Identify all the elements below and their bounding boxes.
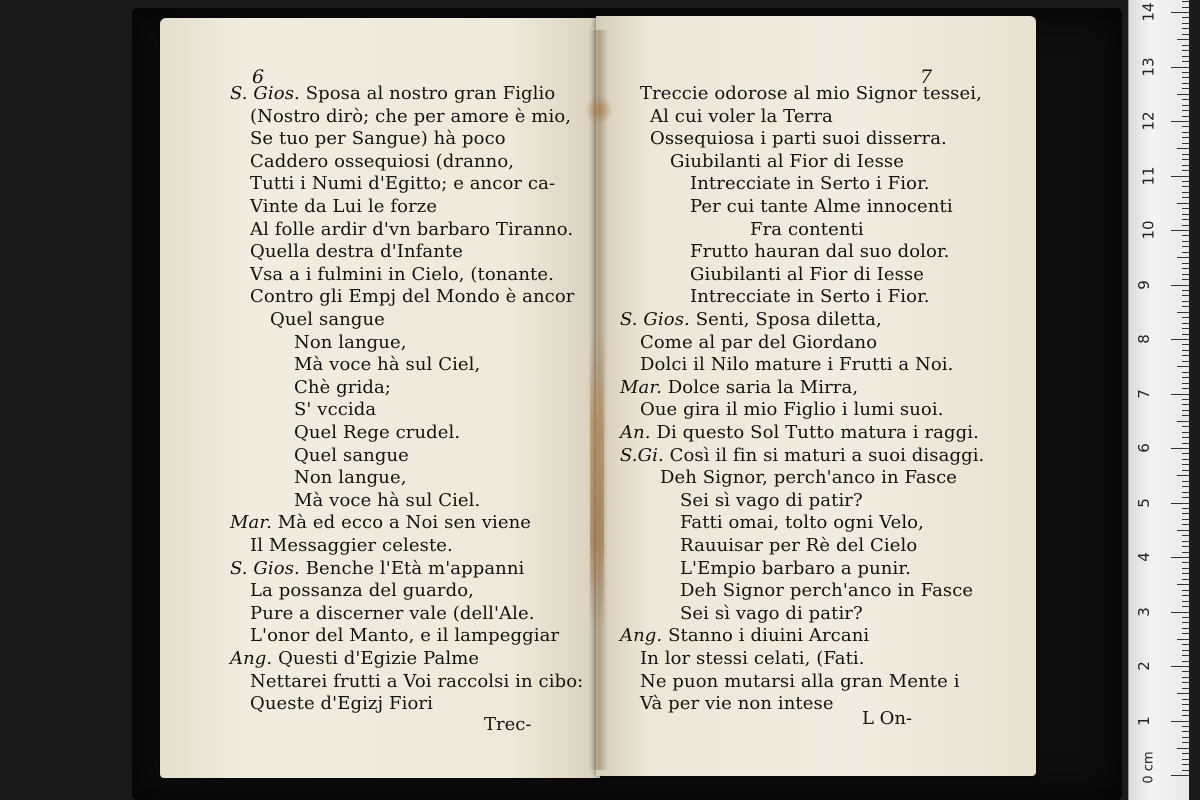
ruler-tick [1182, 415, 1189, 416]
ruler-tick [1182, 399, 1189, 400]
text-line [294, 354, 480, 376]
ruler-number: 11 [1139, 165, 1158, 186]
text-line [660, 467, 957, 489]
text-line [230, 512, 531, 534]
ruler-tick [1182, 383, 1189, 384]
ruler-tick [1182, 99, 1189, 100]
ruler-tick [1182, 617, 1189, 618]
ruler-tick [1182, 28, 1189, 29]
ruler-tick [1171, 557, 1189, 558]
ruler-tick [1182, 235, 1189, 236]
line-text: S' vccida [294, 399, 377, 421]
ruler-tick [1171, 67, 1189, 68]
ruler-tick [1182, 306, 1189, 307]
ruler-tick [1177, 312, 1189, 313]
text-line [230, 558, 524, 580]
ruler-tick [1182, 323, 1189, 324]
ruler-tick [1182, 677, 1189, 678]
line-text: Giubilanti al Fior di Iesse [670, 150, 905, 172]
line-text: Vsa a i fulmini in Cielo, (tonante. [250, 263, 554, 285]
ruler-tick [1182, 759, 1189, 760]
ruler-tick [1182, 753, 1189, 754]
ruler-tick [1177, 366, 1189, 367]
ruler-tick [1182, 606, 1189, 607]
text-line [620, 377, 858, 399]
ruler-tick [1182, 699, 1189, 700]
ruler-tick [1177, 693, 1189, 694]
ruler-tick [1182, 56, 1189, 57]
ruler-tick [1182, 279, 1189, 280]
ruler-tick [1182, 481, 1189, 482]
ruler-tick [1182, 77, 1189, 78]
ruler-tick [1182, 225, 1189, 226]
ruler-tick [1182, 470, 1189, 471]
ruler-tick [1182, 486, 1189, 487]
text-line [640, 648, 865, 670]
ruler-tick [1182, 143, 1189, 144]
ruler-tick [1182, 1, 1189, 2]
text-line [250, 106, 571, 128]
line-text: Contro gli Empj del Mondo è ancor [250, 286, 575, 308]
ruler-tick [1171, 285, 1189, 286]
line-text: Sposa al nostro gran Figlio [305, 83, 556, 104]
line-text: Intrecciate in Serto i Fior. [690, 286, 930, 308]
line-text: Giubilanti al Fior di Iesse [690, 263, 925, 285]
text-line [680, 580, 973, 602]
water-stain-top [585, 95, 613, 125]
line-text: Tutti i Numi d'Egitto; e ancor ca- [250, 173, 556, 195]
text-line [294, 445, 409, 467]
text-line [640, 83, 982, 105]
ruler-tick [1177, 148, 1189, 149]
left-catchword: Trec- [484, 714, 532, 735]
text-line [690, 173, 930, 195]
line-text: Di questo Sol Tutto matura i raggi. [656, 422, 979, 443]
ruler-tick [1182, 671, 1189, 672]
line-text: Oue gira il mio Figlio i lumi suoi. [640, 399, 944, 421]
line-text: Il Messaggier celeste. [250, 535, 453, 556]
speaker-label: S. Gios. [230, 83, 306, 104]
ruler-tick [1182, 513, 1189, 514]
ruler-tick [1182, 372, 1189, 373]
ruler-tick [1182, 764, 1189, 765]
line-text: Và per vie non intese [640, 693, 834, 715]
line-text: Sei sì vago di patir? [680, 489, 863, 511]
text-line [640, 332, 877, 354]
ruler-tick [1182, 105, 1189, 106]
text-line [620, 625, 869, 647]
line-text: Al cui voler la Terra [650, 105, 833, 127]
text-line [230, 648, 479, 670]
ruler-tick [1182, 34, 1189, 35]
line-text: Pure a discerner vale (dell'Ale. [250, 602, 535, 624]
line-text: Chè grida; [294, 376, 391, 398]
ruler-tick [1182, 590, 1189, 591]
ruler-number: 1 [1134, 715, 1153, 726]
ruler-tick [1177, 94, 1189, 95]
right-page-number: 7 [920, 66, 933, 88]
line-text: Nettarei frutti a Voi raccolsi in cibo: [250, 670, 584, 692]
ruler-tick [1182, 568, 1189, 569]
text-line [250, 625, 559, 647]
ruler-tick [1182, 170, 1189, 171]
line-text: Dolci il Nilo mature i Frutti a Noi. [640, 354, 954, 376]
ruler-number: 13 [1139, 56, 1158, 77]
ruler-tick [1182, 126, 1189, 127]
ruler-tick [1171, 176, 1189, 177]
ruler-tick [1171, 612, 1189, 613]
line-text: Intrecciate in Serto i Fior. [690, 173, 930, 195]
ruler-tick [1182, 633, 1189, 634]
line-text: Non langue, [294, 467, 407, 489]
line-text: Vinte da Lui le forze [250, 196, 438, 217]
ruler-tick [1171, 230, 1189, 231]
ruler-tick [1182, 192, 1189, 193]
text-line [680, 512, 924, 534]
text-line [690, 196, 953, 218]
speaker-label: Mar. [230, 512, 278, 534]
ruler-tick [1182, 350, 1189, 351]
ruler-tick [1182, 268, 1189, 269]
text-line [230, 83, 555, 105]
text-line [640, 693, 834, 715]
ruler-tick [1182, 154, 1189, 155]
line-text: Se tuo per Sangue) hà poco [250, 128, 506, 150]
line-text: Dolce saria la Mirra, [667, 376, 859, 398]
ruler-number: 3 [1134, 606, 1153, 617]
ruler-tick [1182, 214, 1189, 215]
ruler-number: 2 [1134, 661, 1153, 671]
ruler-tick [1182, 715, 1189, 716]
ruler-tick [1182, 377, 1189, 378]
ruler-tick [1182, 644, 1189, 645]
ruler-tick [1182, 443, 1189, 444]
ruler-tick [1182, 72, 1189, 73]
ruler-tick [1182, 165, 1189, 166]
text-line [640, 671, 960, 693]
ruler-tick [1182, 432, 1189, 433]
ruler-tick [1182, 492, 1189, 493]
ruler-tick [1171, 721, 1189, 722]
ruler-tick [1182, 410, 1189, 411]
ruler-tick [1171, 394, 1189, 395]
left-page-number: 6 [252, 66, 265, 88]
speaker-label: Mar. [620, 376, 668, 398]
line-text: Questi d'Egizie Palme [278, 648, 480, 669]
ruler-tick [1171, 666, 1189, 667]
ruler-tick [1182, 61, 1189, 62]
ruler-number: 14 [1139, 2, 1158, 22]
ruler-tick [1182, 595, 1189, 596]
ruler-tick [1182, 459, 1189, 460]
line-text: Caddero ossequiosi (dranno, [250, 150, 515, 172]
ruler-tick [1182, 83, 1189, 84]
ruler-unit-label: 0 cm [1141, 751, 1157, 784]
ruler-tick [1182, 186, 1189, 187]
line-text: Queste d'Egizj Fiori [250, 693, 433, 715]
text-line [294, 377, 391, 399]
text-line [250, 241, 463, 263]
ruler-tick [1171, 775, 1189, 776]
ruler-tick [1182, 355, 1189, 356]
ruler-tick [1182, 159, 1189, 160]
line-text: Al folle ardir d'vn barbaro Tiranno. [250, 218, 574, 240]
ruler-tick [1171, 503, 1189, 504]
text-line [294, 332, 407, 354]
ruler-tick [1182, 45, 1189, 46]
ruler-number: 4 [1134, 552, 1153, 562]
text-line [620, 422, 979, 444]
line-text: Mà ed ecco a Noi sen viene [277, 512, 532, 534]
line-text: In lor stessi celati, (Fati. [640, 648, 865, 669]
line-text: Fatti omai, tolto ogni Velo, [680, 512, 924, 534]
line-text: Rauuisar per Rè del Cielo [680, 535, 918, 556]
text-line [250, 286, 575, 308]
text-line [250, 173, 555, 195]
line-text: Frutto hauran dal suo dolor. [690, 241, 950, 263]
ruler-tick [1182, 290, 1189, 291]
ruler-number: 9 [1134, 279, 1153, 290]
water-stain [590, 330, 604, 630]
ruler-tick [1182, 579, 1189, 580]
ruler-number: 7 [1134, 388, 1153, 399]
text-line [680, 490, 863, 512]
ruler-tick [1182, 181, 1189, 182]
ruler-tick [1182, 508, 1189, 509]
ruler-tick [1182, 344, 1189, 345]
ruler-tick [1182, 682, 1189, 683]
ruler-tick [1182, 661, 1189, 662]
measuring-ruler [1128, 0, 1189, 800]
ruler-number: 6 [1134, 443, 1153, 453]
ruler-tick [1171, 448, 1189, 449]
ruler-tick [1182, 770, 1189, 771]
ruler-tick [1182, 208, 1189, 209]
ruler-tick [1182, 110, 1189, 111]
ruler-tick [1182, 301, 1189, 302]
ruler-tick [1182, 524, 1189, 525]
ruler-tick [1177, 639, 1189, 640]
ruler-tick [1182, 116, 1189, 117]
line-text: Treccie odorose al mio Signor tessei, [640, 83, 982, 104]
speaker-label: S. Gios. [230, 557, 306, 579]
ruler-tick [1182, 50, 1189, 51]
text-line [650, 128, 947, 150]
ruler-tick [1182, 426, 1189, 427]
text-line [250, 264, 554, 286]
line-text: Sei sì vago di patir? [680, 602, 863, 624]
line-text: Mà voce hà sul Ciel. [294, 489, 481, 511]
ruler-number: 5 [1134, 497, 1153, 508]
text-line [250, 219, 573, 241]
line-text: Quel sangue [294, 444, 409, 466]
text-line [250, 128, 506, 150]
ruler-tick [1182, 552, 1189, 553]
ruler-tick [1182, 17, 1189, 18]
ruler-tick [1177, 421, 1189, 422]
ruler-tick [1182, 263, 1189, 264]
ruler-tick [1182, 197, 1189, 198]
ruler-tick [1182, 132, 1189, 133]
line-text: Come al par del Giordano [640, 331, 878, 353]
text-line [250, 535, 453, 557]
ruler-tick [1182, 23, 1189, 24]
ruler-tick [1182, 742, 1189, 743]
line-text: Ne puon mutarsi alla gran Mente i [640, 670, 960, 692]
speaker-label: An. [620, 422, 657, 443]
ruler-tick [1182, 562, 1189, 563]
text-line [250, 603, 535, 625]
line-text: Non langue, [294, 331, 407, 353]
speaker-label: Ang. [230, 648, 279, 669]
line-text: Fra contenti [750, 218, 864, 240]
line-text: Mà voce hà sul Ciel, [294, 354, 481, 376]
ruler-tick [1182, 274, 1189, 275]
line-text: Deh Signor perch'anco in Fasce [680, 580, 974, 602]
ruler-tick [1182, 252, 1189, 253]
ruler-tick [1182, 137, 1189, 138]
line-text: Ossequiosa i parti suoi disserra. [650, 128, 947, 150]
ruler-tick [1182, 628, 1189, 629]
ruler-tick [1182, 601, 1189, 602]
text-line [690, 264, 924, 286]
text-line [250, 151, 514, 173]
ruler-tick [1182, 317, 1189, 318]
ruler-tick [1177, 748, 1189, 749]
ruler-tick [1182, 737, 1189, 738]
ruler-tick [1182, 437, 1189, 438]
ruler-tick [1182, 246, 1189, 247]
ruler-tick [1182, 688, 1189, 689]
line-text: Senti, Sposa diletta, [695, 309, 882, 330]
ruler-tick [1182, 546, 1189, 547]
text-line [294, 490, 480, 512]
ruler-tick [1182, 241, 1189, 242]
text-line [690, 241, 950, 263]
ruler-tick [1177, 257, 1189, 258]
ruler-tick [1177, 39, 1189, 40]
ruler-tick [1182, 650, 1189, 651]
ruler-tick [1182, 219, 1189, 220]
ruler-tick [1171, 12, 1189, 13]
line-text: Quel sangue [270, 309, 385, 330]
line-text: L'onor del Manto, e il lampeggiar [250, 625, 560, 647]
ruler-tick [1182, 404, 1189, 405]
ruler-tick [1177, 530, 1189, 531]
text-line [620, 309, 882, 331]
ruler-tick [1182, 541, 1189, 542]
ruler-tick [1182, 573, 1189, 574]
ruler-tick [1182, 361, 1189, 362]
ruler-number: 10 [1139, 220, 1158, 240]
ruler-tick [1182, 295, 1189, 296]
text-line [250, 580, 474, 602]
text-line [640, 399, 944, 421]
ruler-tick [1177, 584, 1189, 585]
text-line [250, 693, 433, 715]
ruler-tick [1182, 710, 1189, 711]
ruler-tick [1182, 519, 1189, 520]
text-line [670, 151, 904, 173]
text-line [650, 106, 833, 128]
line-text: Quella destra d'Infante [250, 241, 464, 263]
line-text: Benche l'Età m'appanni [305, 557, 525, 579]
text-line [680, 603, 863, 625]
line-text: Stanno i diuini Arcani [668, 625, 870, 647]
text-line [680, 558, 911, 580]
ruler-tick [1182, 328, 1189, 329]
speaker-label: S.Gi. [620, 444, 670, 466]
line-text: Così il fin si maturi a suoi disaggi. [669, 444, 985, 466]
ruler-tick [1171, 121, 1189, 122]
line-text: Quel Rege crudel. [294, 422, 461, 443]
text-line [640, 354, 953, 376]
text-line [690, 286, 930, 308]
text-line [250, 196, 437, 218]
line-text: Per cui tante Alme innocenti [690, 196, 953, 217]
ruler-tick [1171, 339, 1189, 340]
text-line [294, 422, 460, 444]
ruler-tick [1182, 622, 1189, 623]
ruler-number: 12 [1139, 111, 1158, 131]
ruler-tick [1177, 475, 1189, 476]
text-line [270, 309, 385, 331]
text-line [294, 467, 407, 489]
ruler-tick [1177, 203, 1189, 204]
text-line [680, 535, 917, 557]
line-text: (Nostro dirò; che per amore è mio, [250, 105, 572, 127]
text-line [750, 219, 864, 241]
line-text: La possanza del guardo, [250, 580, 474, 602]
ruler-tick [1182, 388, 1189, 389]
text-line [620, 445, 984, 467]
ruler-tick [1182, 88, 1189, 89]
line-text: L'Empio barbaro a punir. [680, 557, 911, 579]
ruler-tick [1182, 535, 1189, 536]
ruler-tick [1182, 464, 1189, 465]
ruler-number: 8 [1134, 334, 1153, 344]
ruler-tick [1182, 453, 1189, 454]
speaker-label: S. Gios. [620, 309, 696, 330]
right-catchword: L On- [862, 708, 913, 729]
line-text: Deh Signor, perch'anco in Fasce [660, 467, 958, 489]
ruler-tick [1182, 497, 1189, 498]
ruler-tick [1182, 655, 1189, 656]
ruler-tick [1182, 726, 1189, 727]
ruler-tick [1182, 704, 1189, 705]
text-line [250, 671, 583, 693]
speaker-label: Ang. [620, 625, 669, 647]
ruler-tick [1182, 731, 1189, 732]
ruler-tick [1182, 7, 1189, 8]
ruler-tick [1182, 334, 1189, 335]
text-line [294, 399, 376, 421]
